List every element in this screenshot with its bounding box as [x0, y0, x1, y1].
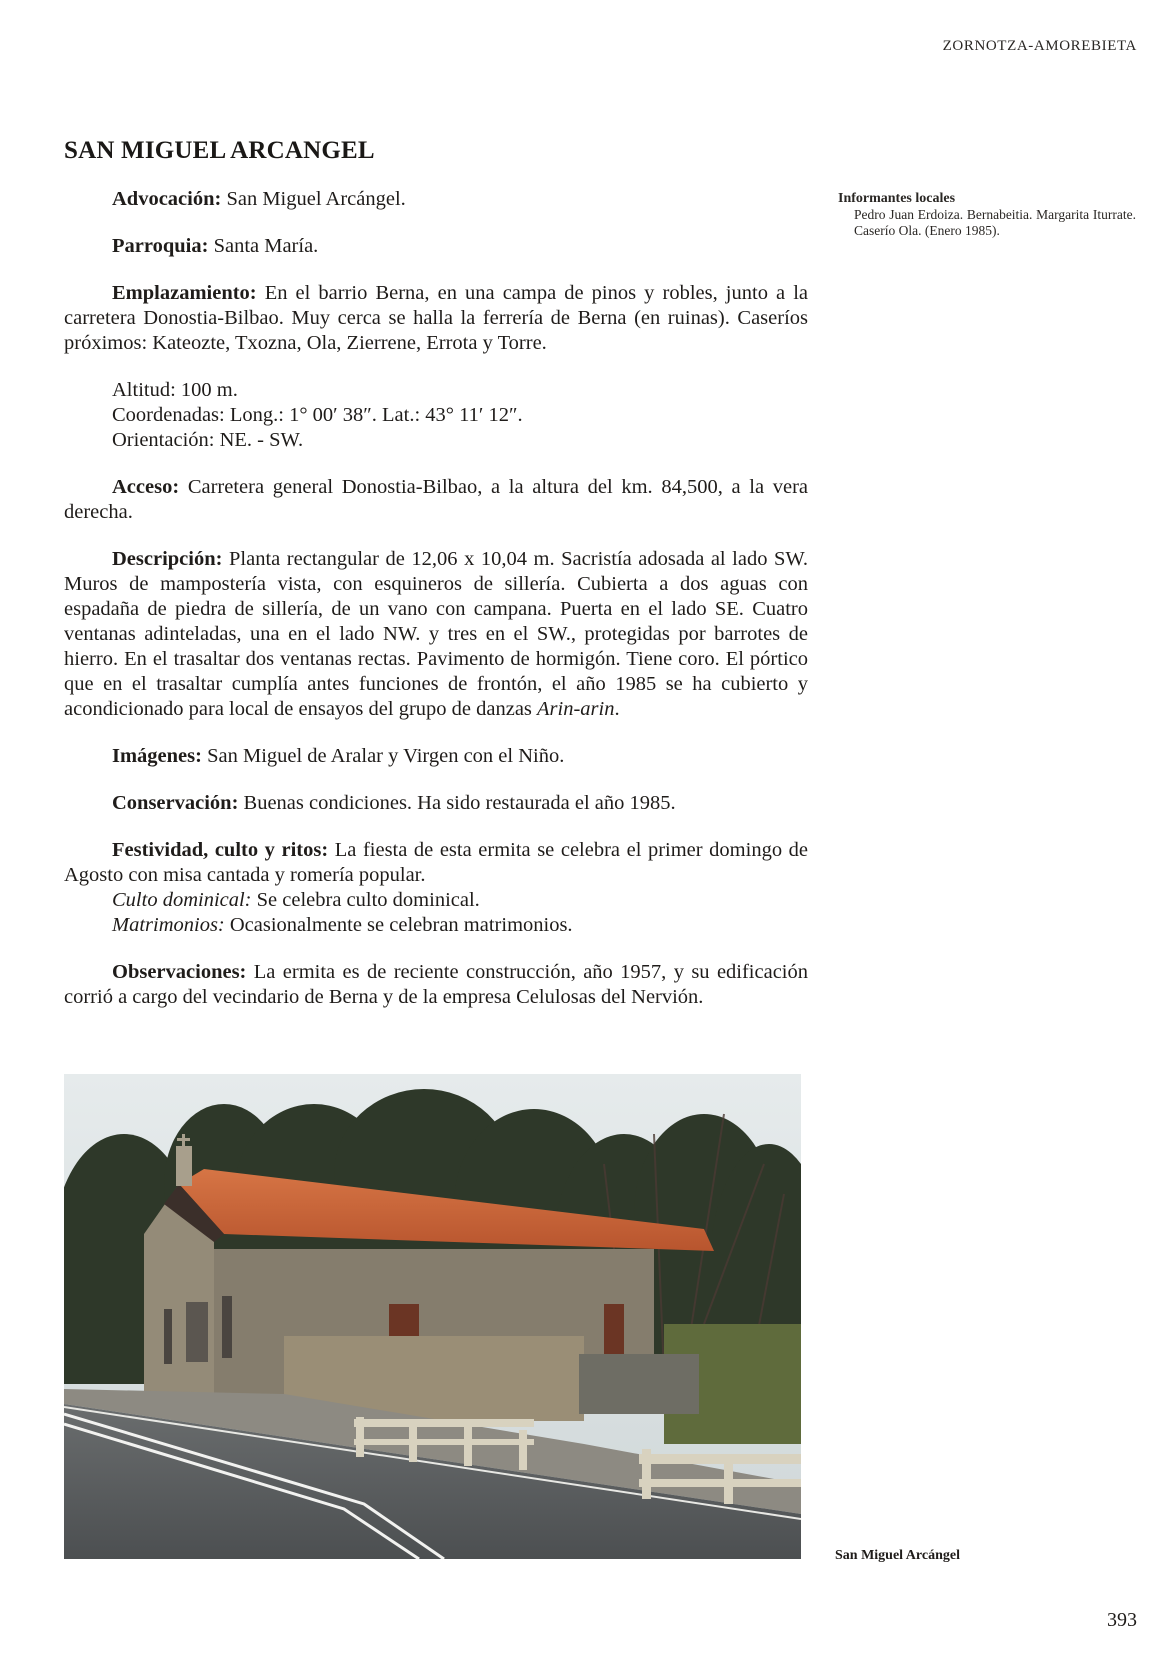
acceso-paragraph	[64, 475, 808, 525]
informants-title: Informantes locales	[838, 191, 956, 206]
photo-illustration	[64, 1074, 801, 1559]
article-body	[64, 187, 808, 1010]
observaciones-label: Observaciones:	[112, 961, 247, 983]
advocacion-paragraph	[64, 187, 808, 212]
acceso-label: Acceso:	[112, 476, 180, 498]
culto-label: Culto dominical:	[112, 889, 252, 911]
photo-caption: San Miguel Arcángel	[835, 1548, 960, 1563]
descripcion-group-name: Arin-arin	[537, 698, 615, 720]
festividad-paragraph	[64, 838, 808, 888]
descripcion-end: .	[614, 698, 620, 720]
coordenadas-line: Coordenadas: Long.: 1° 00′ 38″. Lat.: 43° 11′ 12″.	[112, 404, 523, 426]
observaciones-text: La ermita es de reciente construcción, año 1957, y su edificación corrió a cargo del vecindario de Berna y de la empresa Celulosas del Nervión.	[64, 961, 808, 1008]
advocacion-text: San Miguel Arcángel.	[226, 188, 406, 210]
festividad-text: La fiesta de esta ermita se celebra el primer domingo de Agosto con misa cantada y romería popular.	[64, 839, 808, 886]
imagenes-text: San Miguel de Aralar y Virgen con el Niño.	[207, 745, 565, 767]
parroquia-text: Santa María.	[213, 235, 319, 257]
sidebar-informants	[838, 191, 1136, 239]
matrimonios-label: Matrimonios:	[112, 914, 225, 936]
descripcion-label: Descripción:	[112, 548, 223, 570]
running-head: ZORNOTZA-AMOREBIETA	[942, 38, 1137, 54]
emplazamiento-paragraph	[64, 281, 808, 356]
observaciones-paragraph	[64, 960, 808, 1010]
emplazamiento-text: En el barrio Berna, en una campa de pinos y robles, junto a la carretera Donostia-Bilbao. Muy cerca se halla la ferrería de Berna (en ruinas). Caseríos próximos: Kateozte, Txozna, Ola, Zierrene, Errota y Torre.	[64, 282, 808, 354]
matrimonios-line	[64, 913, 808, 938]
emplazamiento-label: Emplazamiento:	[112, 282, 257, 304]
festividad-label: Festividad, culto y ritos:	[112, 839, 329, 861]
matrimonios-text: Ocasionalmente se celebran matrimonios.	[229, 914, 573, 936]
orientacion-line: Orientación: NE. - SW.	[112, 429, 304, 451]
conservacion-text: Buenas condiciones. Ha sido restaurada el año 1985.	[243, 792, 676, 814]
conservacion-label: Conservación:	[112, 792, 239, 814]
imagenes-paragraph	[64, 744, 808, 769]
altitud-line: Altitud: 100 m.	[112, 379, 238, 401]
culto-text: Se celebra culto dominical.	[256, 889, 480, 911]
culto-line	[64, 888, 808, 913]
parroquia-label: Parroquia:	[112, 235, 209, 257]
conservacion-paragraph	[64, 791, 808, 816]
parroquia-paragraph	[64, 234, 808, 259]
descripcion-paragraph	[64, 547, 808, 722]
descripcion-text: Planta rectangular de 12,06 x 10,04 m. Sacristía adosada al lado SW. Muros de mampostería vista, con esquineros de sillería. Cubierta a dos aguas con espadaña de piedra de sillería, de un vano con campana. Puerta en el lado SE. Cuatro ventanas adinteladas, una en el lado NW. y tres en el SW., protegidas por barrotes de hierro. En el trasaltar dos ventanas rectas. Pavimento de hormigón. Tiene coro. El pórtico que en el trasaltar cumplía antes funciones de frontón, el año 1985 se ha cubierto y acondicionado para local de ensayos del grupo de danzas	[64, 548, 809, 720]
window	[164, 1309, 172, 1364]
window	[222, 1296, 232, 1358]
page-number: 393	[1107, 1609, 1137, 1631]
imagenes-label: Imágenes:	[112, 745, 202, 767]
article-title: SAN MIGUEL ARCANGEL	[64, 137, 375, 164]
informants-text: Pedro Juan Erdoiza. Bernabeitia. Margarita Iturrate. Caserío Ola. (Enero 1985).	[854, 207, 1136, 238]
location-data	[64, 378, 808, 453]
hermitage-photo	[64, 1074, 801, 1559]
advocacion-label: Advocación:	[112, 188, 222, 210]
bell-gable	[176, 1146, 192, 1186]
window	[186, 1302, 208, 1362]
acceso-text: Carretera general Donostia-Bilbao, a la altura del km. 84,500, a la vera derecha.	[64, 476, 808, 523]
